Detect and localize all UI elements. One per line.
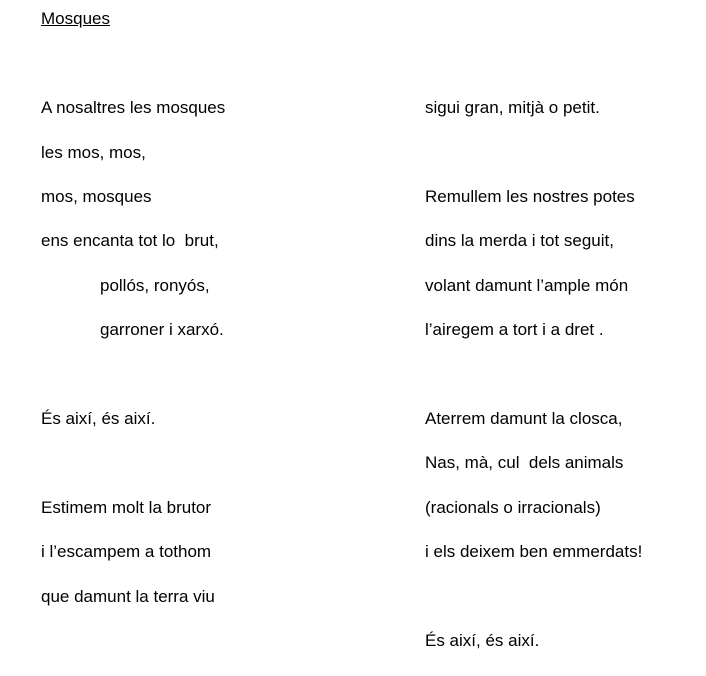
right-line-6: Aterrem damunt la closca, — [425, 409, 623, 428]
right-line-4: volant damunt l’ample món — [425, 276, 629, 295]
left-line-10: que damunt la terra viu — [41, 587, 215, 606]
right-line-5: l’airegem a tort i a dret . — [425, 320, 604, 339]
right-line-1: sigui gran, mitjà o petit. — [425, 98, 600, 117]
left-line-4: ens encanta tot lo brut, — [41, 231, 219, 250]
left-line-7: És així, és així. — [41, 409, 156, 428]
left-line-8: Estimem molt la brutor — [41, 498, 212, 517]
left-line-6: garroner i xarxó. — [100, 320, 224, 339]
right-line-2: Remullem les nostres potes — [425, 187, 635, 206]
right-line-8: (racionals o irracionals) — [425, 498, 601, 517]
right-line-7: Nas, mà, cul dels animals — [425, 453, 624, 472]
left-line-3: mos, mosques — [41, 187, 152, 206]
left-line-9: i l’escampem a tothom — [41, 542, 212, 561]
right-line-9: i els deixem ben emmerdats! — [425, 542, 643, 561]
poem-title: Mosques — [41, 9, 110, 28]
left-line-1: A nosaltres les mosques — [41, 98, 226, 117]
left-line-2: les mos, mos, — [41, 143, 146, 162]
right-line-10: És així, és així. — [425, 631, 540, 650]
right-line-3: dins la merda i tot seguit, — [425, 231, 614, 250]
left-line-5: pollós, ronyós, — [100, 276, 210, 295]
